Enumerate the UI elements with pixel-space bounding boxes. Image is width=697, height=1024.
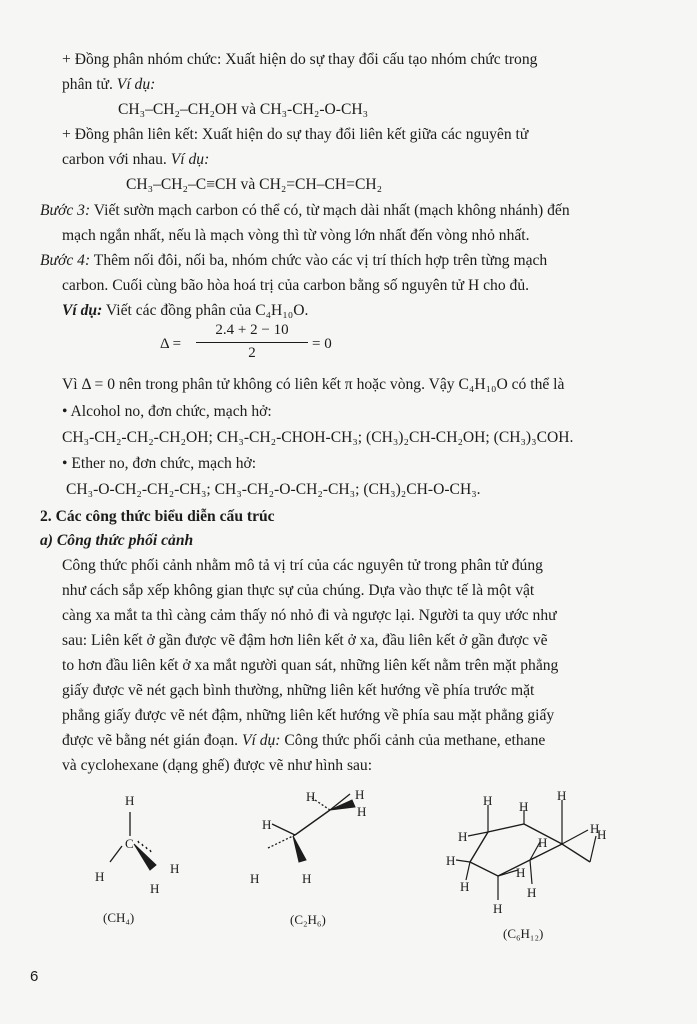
line-functional-isomer: + Đồng phân nhóm chức: Xuất hiện do sự thay đổi cấu tạo nhóm chức trong — [62, 51, 538, 68]
cyclohexane-bond-5 — [590, 836, 596, 862]
cyclohexane-structure — [456, 800, 596, 900]
cyclohexane-h-11: H — [493, 901, 503, 916]
cyclohexane-h-7: H — [446, 853, 456, 868]
paragraph-line-3: càng xa mắt ta thì càng cảm thấy nó nhỏ đi và ngược lại. Người ta quy ước như — [62, 607, 557, 624]
textbook-page: + Đồng phân nhóm chức: Xuất hiện do sự thay đổi cấu tạo nhóm chức trong phân tử. Ví dụ: CH₃–CH₂–CH₂OH và CH₃-CH₂-O-CH₃ + Đồng phân liên kết: Xuất hiện do sự thay đổi liên kết giữa các nguyên tử carbon với nhau. Ví dụ: CH₃–CH₂–C≡CH và CH₂=CH–CH=CH₂ Bước 3: Viết sườn mạch carbon có thể có, từ mạch dài nhất (mạch không nhánh) đến mạch ngắn nhất, nếu là mạch vòng thì từ vòng lớn nhất đến vòng nhỏ nhất. Bước 4: Thêm nối đôi, nối ba, nhóm chức vào các vị trí thích hợp trên từng mạch carbon. Cuối cùng bão hòa hoá trị của carbon bằng số nguyên tử H cho đủ. Ví dụ: Viết các đồng phân của C₄H₁₀O. Δ = 2.4 + 2 − 10 2 = 0 Vì Δ = 0 nên trong phân tử không có liên kết π hoặc vòng. Vậy C₄H₁₀O có thể là • Alcohol no, đơn chức, mạch hở: CH₃-CH₂-CH₂-CH₂OH; CH₃-CH₂-CHOH-CH₃; (CH₃)₂CH-CH₂OH; (CH₃)₃COH. • Ether no, đơn chức, mạch hở: CH₃-O-CH₂-CH₂-CH₃; CH₃-CH₂-O-CH₂-CH₃; (CH₃)₂CH-O-CH₃. 2. Các công thức biểu diễn cấu trúc a) Công thức phối cảnh Công thức phối cảnh nhằm mô tả vị trí của các nguyên tử trong phân tử đúng như cách sắp xếp không gian thực sự của chúng. Dựa vào thực tế là một vật càng xa mắt ta thì càng cảm thấy nó nhỏ đi và ngược lại. Người ta quy ước như sau: Liên kết ở gần được vẽ đậm hơn liên kết ở xa, đầu liên kết ở gần được vẽ to hơn đầu liên kết ở xa mắt người quan sát, những liên kết nằm trên mặt phẳng giấy được vẽ nét gạch bình thường, những liên kết hướng về phía trước mặt phẳng giấy được vẽ nét đậm, những liên kết hướng về phía sau mặt phẳng giấy được vẽ bằng nét gián đoạn. Ví dụ: Công thức phối cảnh của methane, ethane và cyclohexane (dạng ghế) được vẽ như hình sau: H C H H H (CH₄) H H H H H H (C₂H₆) H H H H H H H H H H H H (C₆H₁₂) 6 — [0, 0, 697, 1024]
ethane-h-2: H — [355, 787, 365, 802]
step-4: Bước 4: Thêm nối đôi, nối ba, nhóm chức vào các vị trí thích hợp trên từng mạch — [40, 252, 548, 269]
formula-example-2: CH₃–CH₂–C≡CH và CH₂=CH–CH=CH₂ — [126, 176, 383, 193]
paragraph-line-9: và cyclohexane (dạng ghế) được vẽ như hình sau: — [62, 757, 373, 774]
step-3: Bước 3: Viết sườn mạch carbon có thể có, từ mạch dài nhất (mạch không nhánh) đến — [40, 202, 570, 219]
paragraph-line-7: phẳng giấy được vẽ nét đậm, những liên kết hướng về phía sau mặt phẳng giấy — [62, 707, 555, 724]
ethane-h-6: H — [302, 871, 312, 886]
cyclohexane-ring-back — [470, 824, 562, 862]
cyclohexane-label: (C₆H₁₂) — [503, 926, 544, 941]
ethane-h-3: H — [357, 804, 367, 819]
page-number: 6 — [30, 968, 39, 985]
ethane-label: (C₂H₆) — [290, 912, 326, 927]
formula-example-1: CH₃–CH₂–CH₂OH và CH₃-CH₂-O-CH₃ — [118, 101, 369, 118]
methane-h-left: H — [95, 869, 105, 884]
ethane-h-4: H — [262, 817, 272, 832]
cyclohexane-h-3: H — [557, 788, 567, 803]
methane-h-top: H — [125, 793, 135, 808]
line-bond-isomer-cont: carbon với nhau. Ví dụ: — [62, 151, 210, 168]
alcohol-isomers: CH₃-CH₂-CH₂-CH₂OH; CH₃-CH₂-CHOH-CH₃; (CH₃)₂CH-CH₂OH; (CH₃)₃COH. — [62, 429, 574, 446]
cyclohexane-bond-4 — [562, 830, 588, 844]
methane-wedge-bond — [134, 844, 156, 870]
fraction-bar — [196, 342, 308, 343]
ethane-wedge-lower — [293, 836, 306, 862]
cyclohexane-h-6: H — [458, 829, 468, 844]
cyclohexane-bond-6 — [466, 862, 470, 880]
alcohol-heading: • Alcohol no, đơn chức, mạch hở: — [62, 403, 272, 420]
example-c4h10o: Ví dụ: Viết các đồng phân của C₄H₁₀O. — [62, 302, 309, 319]
cyclohexane-bond-11 — [456, 860, 470, 862]
step-4-cont: carbon. Cuối cùng bão hòa hoá trị của carbon bằng số nguyên tử H cho đủ. — [62, 277, 530, 294]
ether-heading: • Ether no, đơn chức, mạch hở: — [62, 455, 257, 472]
step-3-cont: mạch ngắn nhất, nếu là mạch vòng thì từ vòng lớn nhất đến vòng nhỏ nhất. — [62, 227, 530, 244]
methane-label: (CH₄) — [103, 910, 135, 925]
paragraph-line-6: giấy được vẽ nét gạch bình thường, những liên kết hướng về phía trước mặt — [62, 682, 535, 699]
ethane-cc-bond — [295, 810, 330, 835]
ethane-bond-left — [272, 824, 295, 835]
ethane-dash-lower — [268, 835, 295, 848]
line-bond-isomer: + Đồng phân liên kết: Xuất hiện do sự thay đổi liên kết giữa các nguyên tử — [62, 126, 529, 143]
ether-isomers: CH₃-O-CH₂-CH₂-CH₃; CH₃-CH₂-O-CH₂-CH₃; (CH₃)₂CH-O-CH₃. — [66, 481, 481, 498]
cyclohexane-h-4: H — [590, 821, 600, 836]
line-functional-isomer-cont: phân tử. Ví dụ: — [62, 76, 156, 93]
cyclohexane-h-12: H — [527, 885, 537, 900]
cyclohexane-h-2: H — [519, 799, 529, 814]
paragraph-line-1: Công thức phối cảnh nhằm mô tả vị trí của các nguyên tử trong phân tử đúng — [62, 557, 543, 574]
cyclohexane-h-8: H — [538, 835, 548, 850]
paragraph-line-5: to hơn đầu liên kết ở xa mắt người quan sát, những liên kết nằm trên mặt phẳng — [62, 657, 559, 674]
paragraph-line-8: được vẽ bằng nét gián đoạn. Ví dụ: Công thức phối cảnh của methane, ethane — [62, 732, 546, 749]
ethane-h-5: H — [250, 871, 260, 886]
subsection-heading-a: a) Công thức phối cảnh — [40, 532, 194, 549]
methane-bond-left — [110, 846, 122, 862]
methane-h-right: H — [170, 861, 180, 876]
cyclohexane-bond-8 — [530, 860, 532, 884]
cyclohexane-bond-12 — [468, 832, 488, 836]
conclusion-line: Vì Δ = 0 nên trong phân tử không có liên kết π hoặc vòng. Vậy C₄H₁₀O có thể là — [62, 376, 565, 393]
methane-h-bottom: H — [150, 881, 160, 896]
cyclohexane-h-5: H — [597, 827, 607, 842]
methane-c: C — [125, 836, 134, 851]
paragraph-line-2: như cách sắp xếp không gian thực sự của chúng. Dựa vào thực tế là một vật — [62, 582, 535, 599]
section-heading-2: 2. Các công thức biểu diễn cấu trúc — [40, 508, 275, 525]
cyclohexane-h-1: H — [483, 793, 493, 808]
paragraph-line-4: sau: Liên kết ở gần được vẽ đậm hơn liên kết ở xa, đầu liên kết ở gần được vẽ — [62, 632, 548, 649]
ethane-h-1: H — [306, 789, 316, 804]
cyclohexane-h-9: H — [516, 865, 526, 880]
ethane-wedge-upper — [330, 800, 355, 810]
cyclohexane-h-10: H — [460, 879, 470, 894]
ethane-structure — [268, 794, 355, 862]
